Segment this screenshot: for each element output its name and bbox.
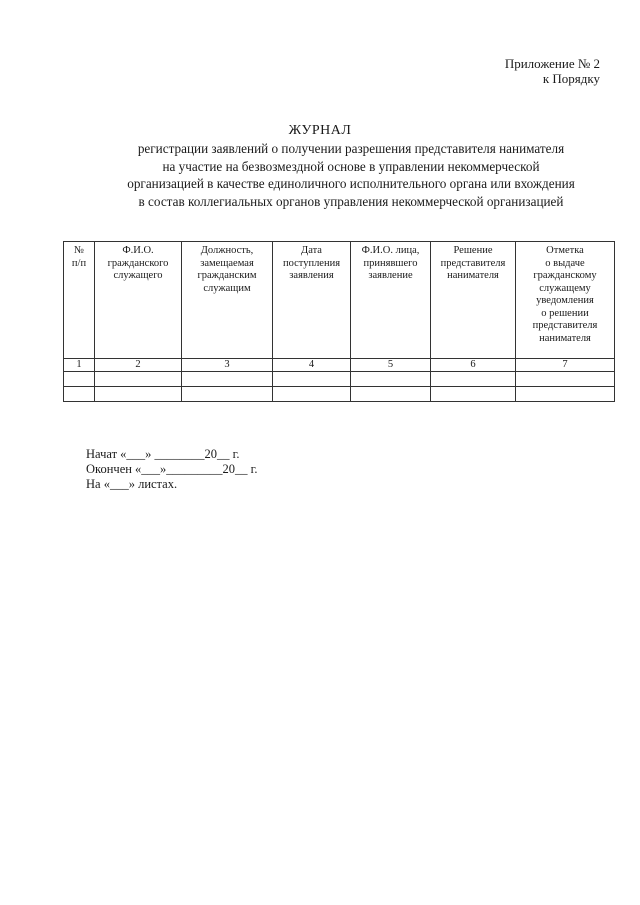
header-cell-employer-decision: Решение представителя нанимателя: [431, 242, 516, 359]
subtitle-line: в состав коллегиальных органов управления некоммерческой организацией: [138, 193, 564, 209]
table-cell: [273, 372, 351, 387]
appendix-reference: к Порядку: [542, 71, 600, 86]
table-cell: [351, 372, 431, 387]
header-cell-position: Должность, замещаемая гражданским служащим: [182, 242, 273, 359]
table-header-row: [64, 242, 615, 359]
column-number: 7: [516, 359, 615, 372]
journal-subtitle: [86, 140, 616, 210]
table-cell: [182, 387, 273, 402]
column-number: 4: [273, 359, 351, 372]
journal-title: ЖУРНАЛ: [288, 123, 352, 138]
subtitle-line: организацией в качестве единоличного исполнительного органа или вхождения: [127, 176, 575, 191]
column-number: 6: [431, 359, 516, 372]
appendix-label: [505, 56, 600, 86]
column-number-row: [64, 359, 615, 372]
header-cell-receiver-name: Ф.И.О. лица, принявшего заявление: [351, 242, 431, 359]
column-number: 1: [64, 359, 95, 372]
journal-footer: [86, 447, 258, 492]
table-cell: [516, 372, 615, 387]
table-cell: [431, 372, 516, 387]
table-cell: [351, 387, 431, 402]
table-cell: [182, 372, 273, 387]
register-table: [63, 241, 615, 402]
column-number: 3: [182, 359, 273, 372]
column-number: 2: [95, 359, 182, 372]
header-cell-notification-mark: Отметка о выдаче гражданскому служащему уведомления о решении представителя нанимателя: [516, 242, 615, 359]
table-cell: [95, 372, 182, 387]
sheets-line: На «___» листах.: [86, 477, 178, 491]
table-cell: [64, 387, 95, 402]
started-line: Начат «___» ________20__ г.: [86, 447, 240, 461]
table-row: [64, 387, 615, 402]
table-row: [64, 372, 615, 387]
table-cell: [95, 387, 182, 402]
subtitle-line: регистрации заявлений о получении разрешения представителя нанимателя: [137, 141, 565, 156]
header-cell-number: № п/п: [64, 242, 95, 359]
column-number: 5: [351, 359, 431, 372]
table-cell: [431, 387, 516, 402]
finished-line: Окончен «___»_________20__ г.: [86, 462, 258, 476]
subtitle-line: на участие на безвозмездной основе в управлении некоммерческой: [162, 158, 540, 174]
appendix-number: Приложение № 2: [504, 56, 600, 71]
table-cell: [64, 372, 95, 387]
table-cell: [516, 387, 615, 402]
header-cell-receipt-date: Дата поступления заявления: [273, 242, 351, 359]
header-cell-employee-name: Ф.И.О. гражданского служащего: [95, 242, 182, 359]
table-cell: [273, 387, 351, 402]
